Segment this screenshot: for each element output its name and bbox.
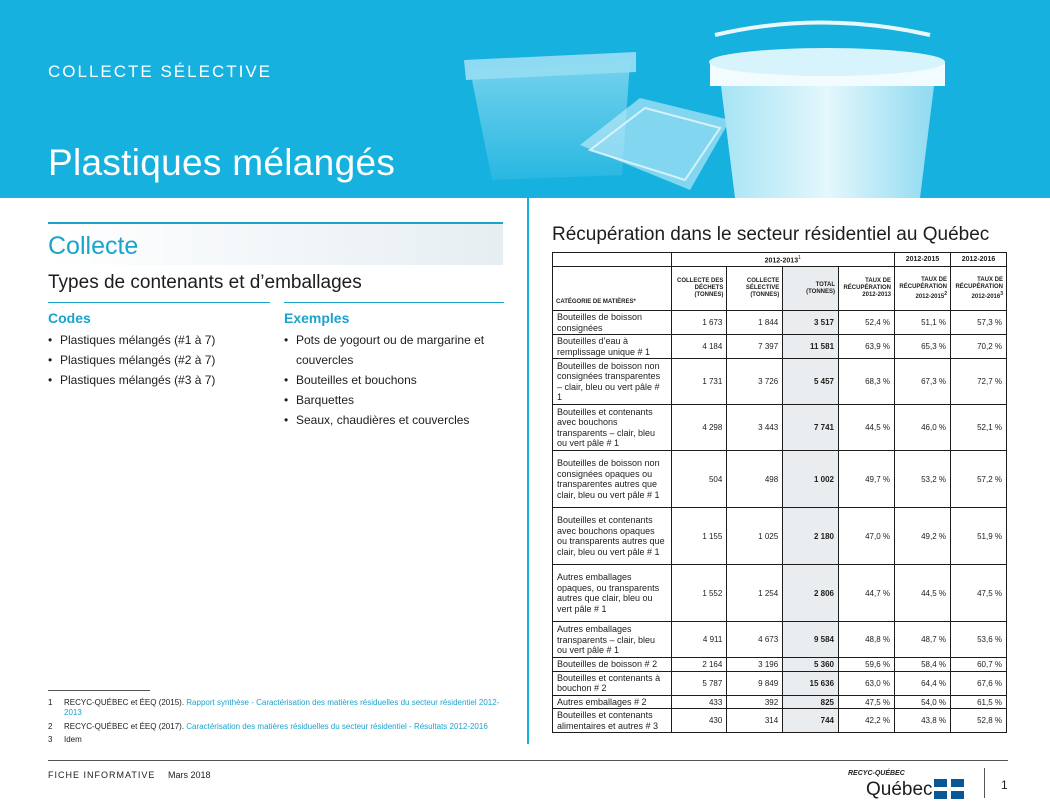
cell-taux2: 54,0 % [895,695,951,709]
section-eyebrow: COLLECTE SÉLECTIVE [48,62,273,81]
cell-taux3: 57,3 % [950,311,1006,335]
codes-list [48,330,268,390]
footer-rule [48,760,1008,761]
header-banner [0,0,1050,198]
cell-selective: 1 025 [727,508,783,565]
cell-taux2: 44,5 % [895,565,951,622]
cell-taux1: 42,2 % [839,709,895,733]
table-row [553,671,1007,695]
page-number: 1 [1001,778,1008,792]
codes-heading: Codes [48,302,270,328]
row-category: Autres emballages opaques, ou transparents autres que clair, bleu ou vert pâle # 1 [553,565,672,622]
row-category: Bouteilles de boisson consignées [553,311,672,335]
cell-total: 11 581 [783,335,839,359]
cell-selective: 314 [727,709,783,733]
table-row [553,622,1007,658]
page-title: Plastiques mélangés [48,142,396,183]
cell-taux1: 52,4 % [839,311,895,335]
cell-dechets: 4 298 [671,405,727,451]
cell-selective: 392 [727,695,783,709]
cell-taux2: 67,3 % [895,359,951,405]
cell-taux2: 65,3 % [895,335,951,359]
examples-list [284,330,499,430]
cell-total: 7 741 [783,405,839,451]
cell-taux2: 46,0 % [895,405,951,451]
list-item: • Plastiques mélangés (#2 à 7) [48,350,268,370]
row-category: Bouteilles et contenants alimentaires et autres # 3 [553,709,672,733]
cell-dechets: 1 673 [671,311,727,335]
cell-taux3: 57,2 % [950,451,1006,508]
period-header-1: 2012-2013$^1$ [671,253,895,267]
col-header-category: CATÉGORIE DE MATIÈRES* [553,267,672,311]
cell-taux2: 48,7 % [895,622,951,658]
cell-taux1: 44,5 % [839,405,895,451]
row-category: Autres emballages transparents – clair, bleu ou vert pâle # 1 [553,622,672,658]
cell-taux2: 51,1 % [895,311,951,335]
cell-total: 5 360 [783,658,839,672]
cell-taux1: 63,0 % [839,671,895,695]
table-row [553,658,1007,672]
cell-selective: 498 [727,451,783,508]
cell-taux1: 59,6 % [839,658,895,672]
cell-dechets: 4 184 [671,335,727,359]
footnote-source: Idem [64,735,82,744]
cell-dechets: 4 911 [671,622,727,658]
list-item: • Bouteilles et bouchons [284,370,499,390]
cell-total: 825 [783,695,839,709]
col-header-dechets: COLLECTE DES DÉCHETS (TONNES) [671,267,727,311]
period-header-2: 2012-2015 [895,253,951,267]
cell-dechets: 430 [671,709,727,733]
cell-taux1: 63,9 % [839,335,895,359]
cell-taux2: 64,4 % [895,671,951,695]
row-category: Bouteilles et contenants à bouchon # 2 [553,671,672,695]
footer-date: Mars 2018 [168,770,211,780]
cell-selective: 9 849 [727,671,783,695]
cell-taux1: 48,8 % [839,622,895,658]
cell-selective: 3 443 [727,405,783,451]
cell-taux3: 60,7 % [950,658,1006,672]
cell-dechets: 504 [671,451,727,508]
cell-taux2: 58,4 % [895,658,951,672]
cell-total: 2 180 [783,508,839,565]
footnote-number: 3 [48,735,53,744]
period-header-3: 2012-2016 [950,253,1006,267]
table-corner [553,253,672,267]
row-category: Bouteilles de boisson non consignées transparentes – clair, bleu ou vert pâle # 1 [553,359,672,405]
cell-selective: 3 726 [727,359,783,405]
footnote-link[interactable]: Rapport synthèse - Caractérisation des matières résiduelles du secteur résidentiel 2012-2013 [64,698,500,717]
table-row [553,695,1007,709]
cell-total: 744 [783,709,839,733]
row-category: Bouteilles de boisson # 2 [553,658,672,672]
row-category: Bouteilles de boisson non consignées opaques ou transparentes autres que clair, bleu ou vert pâle # 1 [553,451,672,508]
col-header-taux2: TAUX DE RÉCUPÉRATION 2012-2015$^2$ [895,267,951,311]
collecte-header [48,222,503,265]
cell-taux3: 52,8 % [950,709,1006,733]
examples-heading: Exemples [284,302,504,328]
containers-photo [430,0,1050,198]
cell-total: 9 584 [783,622,839,658]
row-category: Bouteilles et contenants avec bouchons transparents – clair, bleu ou vert pâle # 1 [553,405,672,451]
list-item: • Seaux, chaudières et couvercles [284,410,499,430]
cell-dechets: 1 155 [671,508,727,565]
cell-taux3: 52,1 % [950,405,1006,451]
cell-dechets: 1 552 [671,565,727,622]
list-item: • Pots de yogourt ou de margarine et couvercles [284,330,499,370]
cell-total: 5 457 [783,359,839,405]
recovery-table [552,252,1007,733]
cell-taux1: 44,7 % [839,565,895,622]
col-header-taux3: TAUX DE RÉCUPÉRATION 2012-2016$^3$ [950,267,1006,311]
cell-selective: 7 397 [727,335,783,359]
footer-divider [984,768,985,798]
cell-total: 15 636 [783,671,839,695]
cell-dechets: 2 164 [671,658,727,672]
footnote-source: RECYC-QUÉBEC et ÉEQ (2015). [64,698,185,707]
table-row [553,405,1007,451]
list-item: • Barquettes [284,390,499,410]
recyc-quebec-logo-text: RECYC-QUÉBEC [848,770,905,777]
section-subtitle: Types de contenants et d’emballages [48,272,362,293]
cell-selective: 1 844 [727,311,783,335]
footnote-link[interactable]: Caractérisation des matières résiduelles du secteur résidentiel - Résultats 2012-2016 [186,722,488,731]
quebec-flag-icon [934,779,964,799]
cell-taux2: 49,2 % [895,508,951,565]
table-row [553,508,1007,565]
footnote-source: RECYC-QUÉBEC et ÉEQ (2017). [64,722,185,731]
cell-taux2: 43,8 % [895,709,951,733]
cell-taux1: 47,5 % [839,695,895,709]
cell-taux3: 67,6 % [950,671,1006,695]
table-row [553,709,1007,733]
table-row [553,335,1007,359]
cell-taux1: 49,7 % [839,451,895,508]
cell-selective: 4 673 [727,622,783,658]
row-category: Autres emballages # 2 [553,695,672,709]
row-category: Bouteilles et contenants avec bouchons opaques ou transparents autres que clair, bleu ou vert pâle # 1 [553,508,672,565]
section-title: Collecte [48,232,139,260]
row-category: Bouteilles d’eau à remplissage unique # 1 [553,335,672,359]
cell-taux1: 47,0 % [839,508,895,565]
col-header-taux1: TAUX DE RÉCUPÉRATION 2012-2013 [839,267,895,311]
cell-taux3: 72,7 % [950,359,1006,405]
table-title: Récupération dans le secteur résidentiel au Québec [552,224,990,245]
cell-total: 3 517 [783,311,839,335]
table-row [553,359,1007,405]
cell-taux3: 47,5 % [950,565,1006,622]
cell-selective: 1 254 [727,565,783,622]
column-divider [527,198,529,744]
cell-dechets: 1 731 [671,359,727,405]
table-row [553,451,1007,508]
table-row [553,311,1007,335]
footer-label: FICHE INFORMATIVE [48,770,156,780]
cell-total: 1 002 [783,451,839,508]
col-header-total: TOTAL (TONNES) [783,267,839,311]
footnote-rule [48,690,150,691]
footnote-number: 1 [48,698,53,707]
cell-dechets: 433 [671,695,727,709]
cell-taux2: 53,2 % [895,451,951,508]
cell-taux3: 51,9 % [950,508,1006,565]
cell-taux3: 70,2 % [950,335,1006,359]
cell-total: 2 806 [783,565,839,622]
footnote-number: 2 [48,722,53,731]
cell-dechets: 5 787 [671,671,727,695]
cell-taux1: 68,3 % [839,359,895,405]
list-item: • Plastiques mélangés (#3 à 7) [48,370,268,390]
cell-taux3: 53,6 % [950,622,1006,658]
cell-taux3: 61,5 % [950,695,1006,709]
col-header-selective: COLLECTE SÉLECTIVE (TONNES) [727,267,783,311]
cell-selective: 3 196 [727,658,783,672]
table-row [553,565,1007,622]
quebec-logo-text: Québec [866,779,933,800]
list-item: • Plastiques mélangés (#1 à 7) [48,330,268,350]
